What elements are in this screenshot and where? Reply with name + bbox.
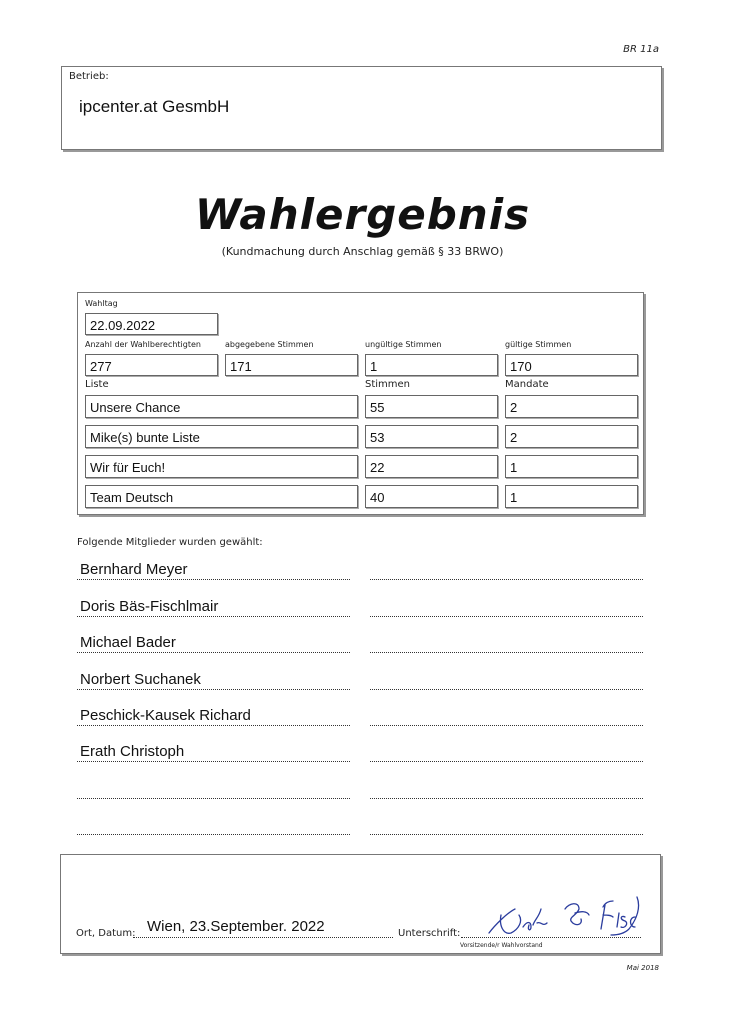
- member-line-right: [370, 652, 643, 653]
- member-name: Peschick-Kausek Richard: [80, 707, 251, 724]
- page-subtitle: (Kundmachung durch Anschlag gemäß § 33 BRWO): [221, 245, 504, 258]
- wahltag-label: Wahltag: [85, 299, 118, 308]
- member-line-left: [77, 798, 350, 799]
- liste-header: Liste: [85, 379, 109, 390]
- list-mandate-field: 1: [505, 485, 638, 508]
- list-stimmen-field: 53: [365, 425, 498, 448]
- mandate-header: Mandate: [505, 379, 549, 390]
- member-name: Bernhard Meyer: [80, 561, 188, 578]
- ungueltig-label: ungültige Stimmen: [365, 340, 442, 349]
- list-stimmen-field: 40: [365, 485, 498, 508]
- member-line-right: [370, 798, 643, 799]
- ort-datum-line: [133, 937, 393, 938]
- member-line-right: [370, 761, 643, 762]
- list-name-field: Team Deutsch: [85, 485, 358, 508]
- list-mandate-field: 1: [505, 455, 638, 478]
- page-title: Wahlergebnis: [194, 190, 531, 239]
- member-line-left: [77, 761, 350, 762]
- ungueltig-field: 1: [365, 354, 498, 376]
- betrieb-box: [61, 66, 662, 150]
- member-line-left: [77, 725, 350, 726]
- member-name: Erath Christoph: [80, 743, 185, 760]
- form-code: BR 11a: [623, 44, 659, 55]
- ort-datum-label: Ort, Datum:: [76, 928, 136, 939]
- list-name-field: Unsere Chance: [85, 395, 358, 418]
- list-mandate-field: 2: [505, 425, 638, 448]
- role-label: Vorsitzende/r Wahlvorstand: [460, 942, 543, 949]
- member-line-right: [370, 616, 643, 617]
- gueltig-field: 170: [505, 354, 638, 376]
- member-line-left: [77, 652, 350, 653]
- member-line-right: [370, 689, 643, 690]
- footer-date: Mai 2018: [626, 964, 659, 972]
- gueltig-label: gültige Stimmen: [505, 340, 572, 349]
- unterschrift-label: Unterschrift:: [398, 928, 461, 939]
- abgegeben-field: 171: [225, 354, 358, 376]
- abgegeben-label: abgegebene Stimmen: [225, 340, 314, 349]
- members-heading: Folgende Mitglieder wurden gewählt:: [77, 537, 263, 548]
- member-line-left: [77, 834, 350, 835]
- member-line-left: [77, 689, 350, 690]
- wahlberechtigte-field: 277: [85, 354, 218, 376]
- signature-image: [479, 889, 644, 941]
- member-line-left: [77, 616, 350, 617]
- list-stimmen-field: 55: [365, 395, 498, 418]
- member-name: Doris Bäs-Fischlmair: [80, 598, 219, 615]
- betrieb-value: ipcenter.at GesmbH: [79, 97, 230, 116]
- wahlberechtigte-label: Anzahl der Wahlberechtigten: [85, 340, 201, 349]
- results-box: [77, 292, 644, 515]
- stimmen-header: Stimmen: [365, 379, 411, 390]
- list-name-field: Mike(s) bunte Liste: [85, 425, 358, 448]
- member-line-right: [370, 834, 643, 835]
- member-name: Michael Bader: [80, 634, 176, 651]
- list-stimmen-field: 22: [365, 455, 498, 478]
- member-line-right: [370, 725, 643, 726]
- signature-box: [60, 854, 661, 954]
- member-line-right: [370, 579, 643, 580]
- list-mandate-field: 2: [505, 395, 638, 418]
- betrieb-label: Betrieb:: [69, 71, 109, 82]
- member-line-left: [77, 579, 350, 580]
- ort-datum-value: Wien, 23.September. 2022: [147, 918, 325, 935]
- list-name-field: Wir für Euch!: [85, 455, 358, 478]
- wahltag-field: 22.09.2022: [85, 313, 218, 335]
- member-name: Norbert Suchanek: [80, 671, 201, 688]
